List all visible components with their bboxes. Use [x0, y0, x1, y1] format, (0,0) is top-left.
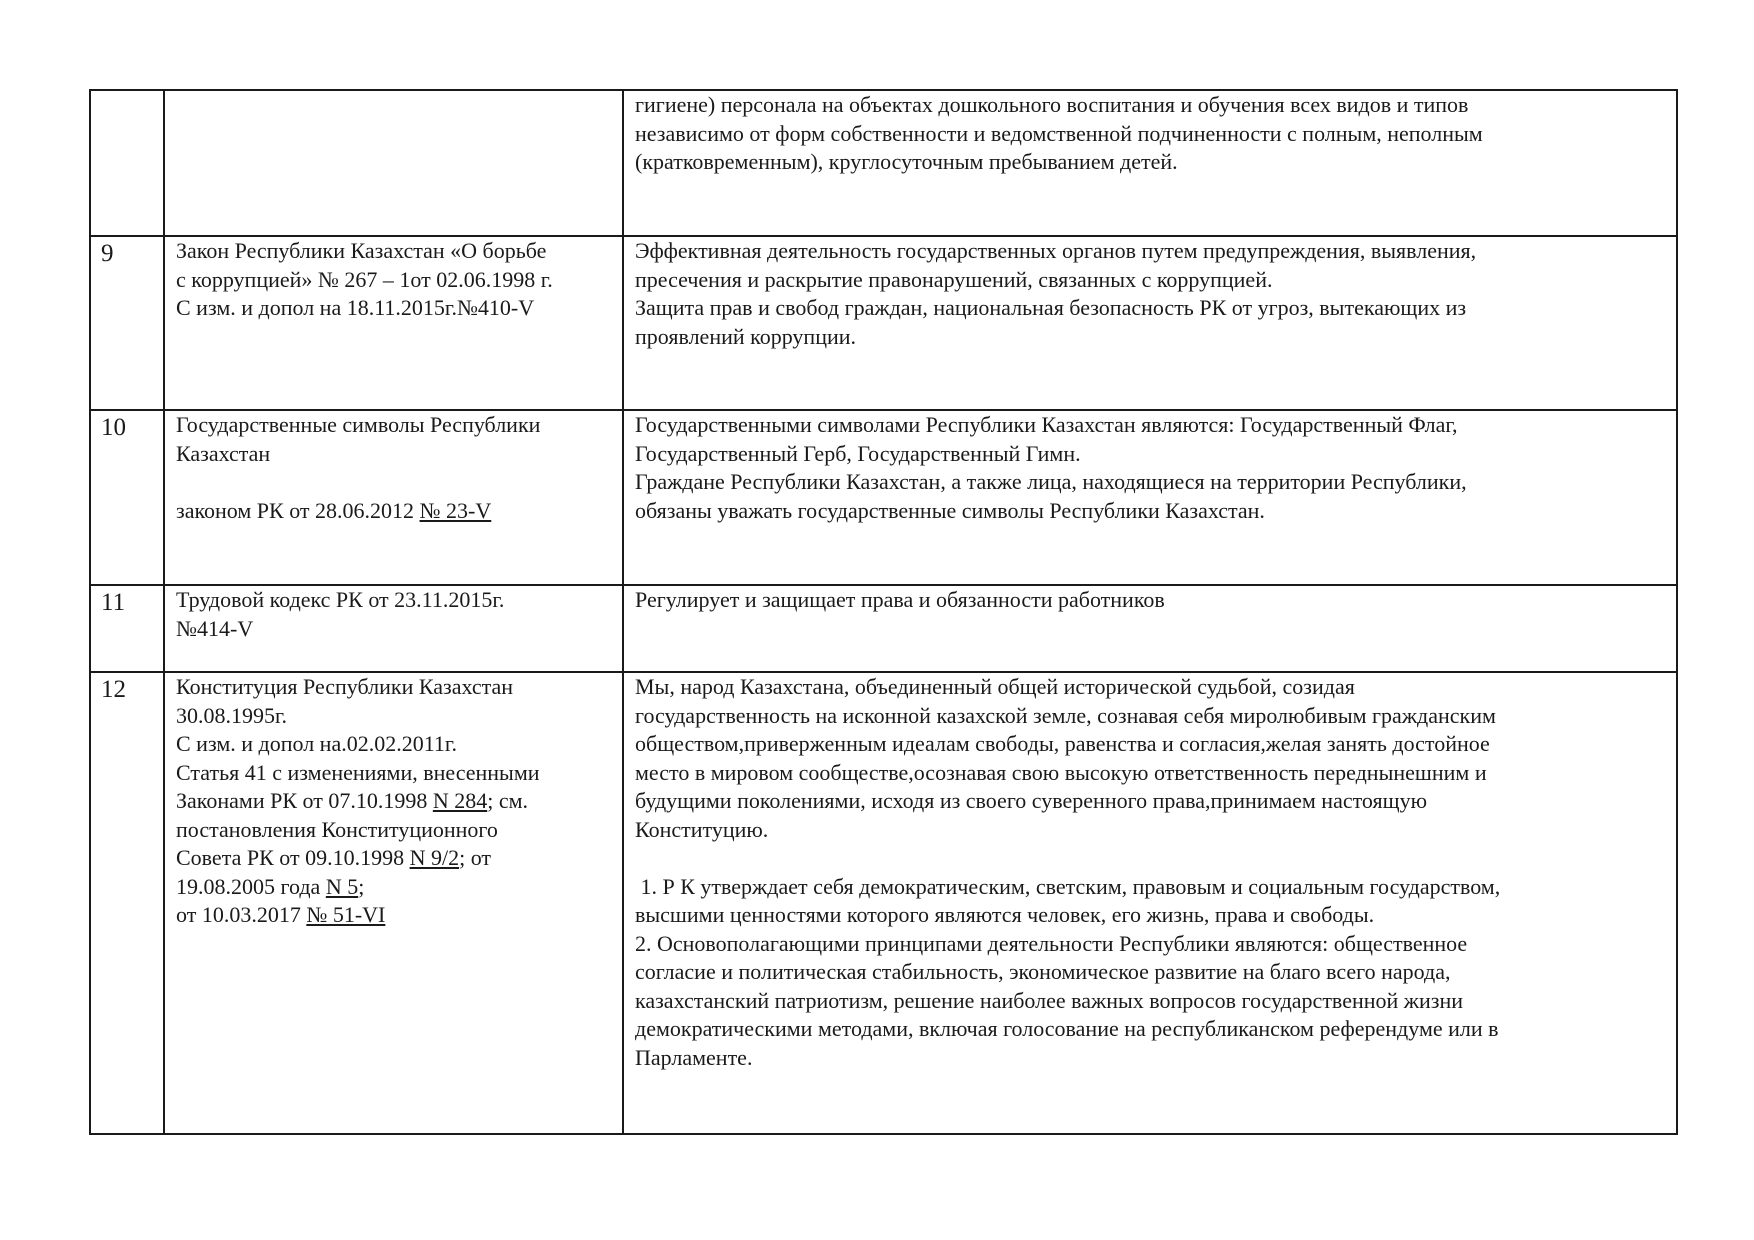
description-line: (кратковременным), круглосуточным пребыванием детей. — [635, 149, 1178, 174]
law-line — [176, 844, 614, 873]
row-number-cell — [90, 410, 164, 585]
table-row — [90, 236, 1677, 410]
law-line: С изм. и допол на.02.02.2011г. — [176, 731, 457, 756]
description-line: 2. Основополагающими принципами деятельности Республики являются: общественное — [635, 930, 1468, 956]
law-cell — [164, 585, 623, 672]
law-text: от 10.03.2017 — [176, 902, 307, 927]
row-number: 11 — [101, 589, 126, 616]
description-line: Граждане Республики Казахстан, а также лица, находящиеся на территории Республики, — [635, 469, 1467, 494]
description-line: Государственными символами Республики Казахстан являются: Государственный Флаг, — [635, 412, 1458, 437]
law-reference-link[interactable]: N 5 — [325, 873, 359, 899]
description-line: Конституцию. — [635, 816, 769, 842]
law-cell — [164, 236, 623, 410]
law-line: Конституция Республики Казахстан — [176, 674, 514, 699]
description-line: Мы, народ Казахстана, объединенный общей исторической судьбой, созидая — [635, 674, 1355, 699]
description-line: гигиене) персонала на объектах дошкольного воспитания и обучения всех видов и типов — [635, 92, 1469, 117]
description-line: Парламенте. — [635, 1044, 753, 1070]
description-line: казахстанский патриотизм, решение наиболее важных вопросов государственной жизни — [635, 987, 1463, 1013]
law-line — [176, 497, 614, 526]
law-text: ; см. — [487, 788, 529, 813]
table-row — [90, 410, 1677, 585]
row-number: 12 — [101, 676, 126, 703]
description-cell — [623, 672, 1677, 1134]
law-cell — [164, 410, 623, 585]
law-reference-link[interactable]: № 51-VI — [306, 902, 386, 927]
law-text: 19.08.2005 года — [176, 873, 326, 899]
spacer — [176, 468, 614, 497]
description-line: обществом,приверженным идеалам свободы, равенства и согласия,желая занять достойное — [635, 731, 1490, 756]
law-text: ; от — [459, 845, 492, 870]
table-row — [90, 672, 1677, 1134]
description-line: 1. Р К утверждает себя демократическим, светским, правовым и социальным государством, — [635, 873, 1501, 899]
table-row — [90, 585, 1677, 672]
row-number-cell — [90, 236, 164, 410]
row-number-cell — [90, 672, 164, 1134]
law-line: С изм. и допол на 18.11.2015г.№410-V — [176, 295, 535, 320]
description-line: Государственный Герб, Государственный Гимн. — [635, 440, 1081, 466]
description-line: проявлений коррупции. — [635, 323, 857, 349]
row-number: 10 — [101, 414, 126, 441]
description-line: обязаны уважать государственные символы Республики Казахстан. — [635, 497, 1265, 523]
law-line — [176, 787, 614, 816]
law-reference-link[interactable]: N 284 — [432, 788, 488, 813]
description-cell — [623, 90, 1677, 236]
description-cell — [623, 585, 1677, 672]
description-line: Защита прав и свобод граждан, национальная безопасность РК от угроз, вытекающих из — [635, 295, 1467, 320]
law-line: Статья 41 с изменениями, внесенными — [176, 759, 540, 785]
law-text: Законами РК от 07.10.1998 — [176, 788, 433, 813]
description-line: высшими ценностями которого являются человек, его жизнь, права и свободы. — [635, 902, 1375, 927]
law-line: Трудовой кодекс РК от 23.11.2015г. — [176, 587, 505, 612]
law-line: с коррупцией» № 267 – 1от 02.06.1998 г. — [176, 266, 553, 292]
law-reference-link[interactable]: N 9/2 — [409, 845, 460, 870]
description-line: независимо от форм собственности и ведомственной подчиненности с полным, неполным — [635, 120, 1483, 146]
description-line: место в мировом сообществе,осознавая свою высокую ответственность переднынешним и — [635, 759, 1487, 785]
law-text: ; — [358, 873, 365, 899]
row-number: 9 — [101, 240, 114, 267]
description-line: Регулирует и защищает права и обязанности работников — [635, 587, 1165, 612]
table-row — [90, 90, 1677, 236]
row-number-cell — [90, 585, 164, 672]
description-cell — [623, 236, 1677, 410]
description-line: демократическими методами, включая голосование на республиканском референдуме или в — [635, 1016, 1499, 1041]
law-cell — [164, 90, 623, 236]
spacer — [635, 844, 1668, 873]
law-line — [176, 873, 614, 902]
law-text: законом РК от 28.06.2012 — [176, 497, 420, 523]
law-line: Закон Республики Казахстан «О борьбе — [176, 238, 547, 263]
law-text: Совета РК от 09.10.1998 — [176, 845, 410, 870]
description-cell — [623, 410, 1677, 585]
description-line: пресечения и раскрытие правонарушений, связанных с коррупцией. — [635, 266, 1273, 292]
law-reference-link[interactable]: № 23-V — [419, 497, 492, 523]
law-line: Государственные символы Республики — [176, 412, 541, 437]
law-line: Казахстан — [176, 440, 271, 466]
law-line: постановления Конституционного — [176, 816, 498, 842]
description-line: Эффективная деятельность государственных органов путем предупреждения, выявления, — [635, 238, 1477, 263]
law-cell — [164, 672, 623, 1134]
row-number-cell — [90, 90, 164, 236]
law-line: №414-V — [176, 615, 254, 641]
description-line: государственность на исконной казахской земле, сознавая себя миролюбивым гражданским — [635, 702, 1496, 728]
law-line — [176, 901, 614, 930]
law-line: 30.08.1995г. — [176, 702, 288, 728]
description-line: будущими поколениями, исходя из своего суверенного права,принимаем настоящую — [635, 788, 1427, 813]
description-line: согласие и политическая стабильность, экономическое развитие на благо всего народа, — [635, 959, 1451, 984]
legislation-table — [89, 89, 1678, 1135]
